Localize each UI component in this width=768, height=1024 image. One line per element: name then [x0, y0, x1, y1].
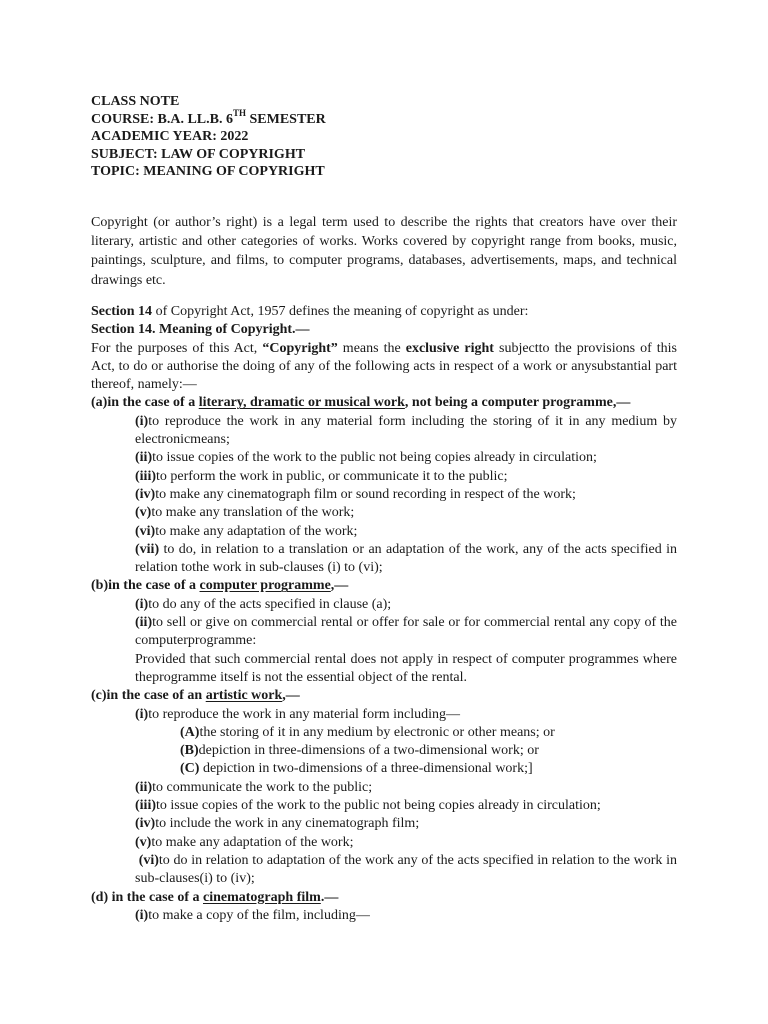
clause-c-heading: (c)in the case of an artistic work,—: [91, 688, 300, 704]
topic-line: TOPIC: MEANING OF COPYRIGHT: [91, 164, 325, 179]
clause-d-heading: (d) in the case of a cinematograph film.—: [91, 889, 339, 905]
note-header: [91, 93, 677, 181]
course-line: COURSE: B.A. LL.B. 6TH SEMESTER: [91, 107, 326, 127]
clause-a-item: (vii) to do, in relation to a translation or an adaptation of the work, any of the acts specified in relation tothe work in sub-clauses (i) to (vi);: [135, 541, 677, 576]
academic-year-line: ACADEMIC YEAR: 2022: [91, 129, 249, 144]
clause-b-item: (i)to do any of the acts specified in clause (a);: [135, 596, 392, 612]
clause-c-item: (v)to make any adaptation of the work;: [135, 834, 354, 850]
clause-a-item: (vi)to make any adaptation of the work;: [135, 523, 358, 539]
clause-c-item: (ii)to communicate the work to the public;: [135, 779, 373, 795]
clause-a-item: (ii)to issue copies of the work to the public not being copies already in circulation;: [135, 450, 597, 466]
clause-a-item: (iv)to make any cinematograph film or sound recording in respect of the work;: [135, 486, 576, 502]
section-14-intro: Section 14 of Copyright Act, 1957 defines the meaning of copyright as under:: [91, 304, 529, 319]
clause-c-item: (iv)to include the work in any cinematograph film;: [135, 816, 420, 832]
clause-a-item: (iii)to perform the work in public, or communicate it to the public;: [135, 468, 508, 484]
clause-c-subitem: (A)the storing of it in any medium by electronic or other means; or: [180, 724, 555, 740]
clause-c-item: (iii)to issue copies of the work to the public not being copies already in circulation;: [135, 798, 601, 814]
clause-c-subitem: (B)depiction in three-dimensions of a two-dimensional work; or: [180, 743, 539, 759]
section-14-heading: Section 14. Meaning of Copyright.—: [91, 322, 310, 338]
section-14-body: [91, 303, 681, 925]
intro-paragraph: Copyright (or author’s right) is a legal term used to describe the rights that creators have over their literary, artistic and other categories of works. Works covered by copyright range from books, music, paintings, sculpture, and films, to computer programs, databases, advertisements, maps, and technical drawings etc.: [91, 215, 677, 288]
clause-b-proviso: Provided that such commercial rental does not apply in respect of computer programmes where theprogramme itself is not the essential object of the rental.: [135, 651, 677, 685]
clause-a-item: (i)to reproduce the work in any material form including the storing of it in any medium by electronicmeans;: [135, 413, 677, 448]
clause-a-heading: (a)in the case of a literary, dramatic or musical work, not being a computer programme,—: [91, 395, 631, 411]
clause-c-item: (i)to reproduce the work in any material form including—: [135, 706, 461, 722]
clause-d-item: (i)to make a copy of the film, including—: [135, 907, 370, 923]
subject-line: SUBJECT: LAW OF COPYRIGHT: [91, 146, 306, 162]
class-note-label: CLASS NOTE: [91, 94, 180, 109]
purpose-paragraph: For the purposes of this Act, “Copyright” means the exclusive right subjectto the provisions of this Act, to do or authorise the doing of any of the following acts in respect of a work or anysubstantial part thereof, namely:—: [91, 340, 677, 393]
clause-a-item: (v)to make any translation of the work;: [135, 505, 355, 521]
clause-b-item: (ii)to sell or give on commercial rental or offer for sale or for commercial rental any copy of the computerprogramme:: [135, 615, 677, 649]
clause-c-item: (vi)to do in relation to adaptation of the work any of the acts specified in relation to the work in sub-clauses(i) to (iv);: [135, 852, 681, 887]
clause-b-heading: (b)in the case of a computer programme,—: [91, 578, 349, 594]
clause-c-subitem: (C) depiction in two-dimensions of a three-dimensional work;]: [180, 761, 533, 777]
